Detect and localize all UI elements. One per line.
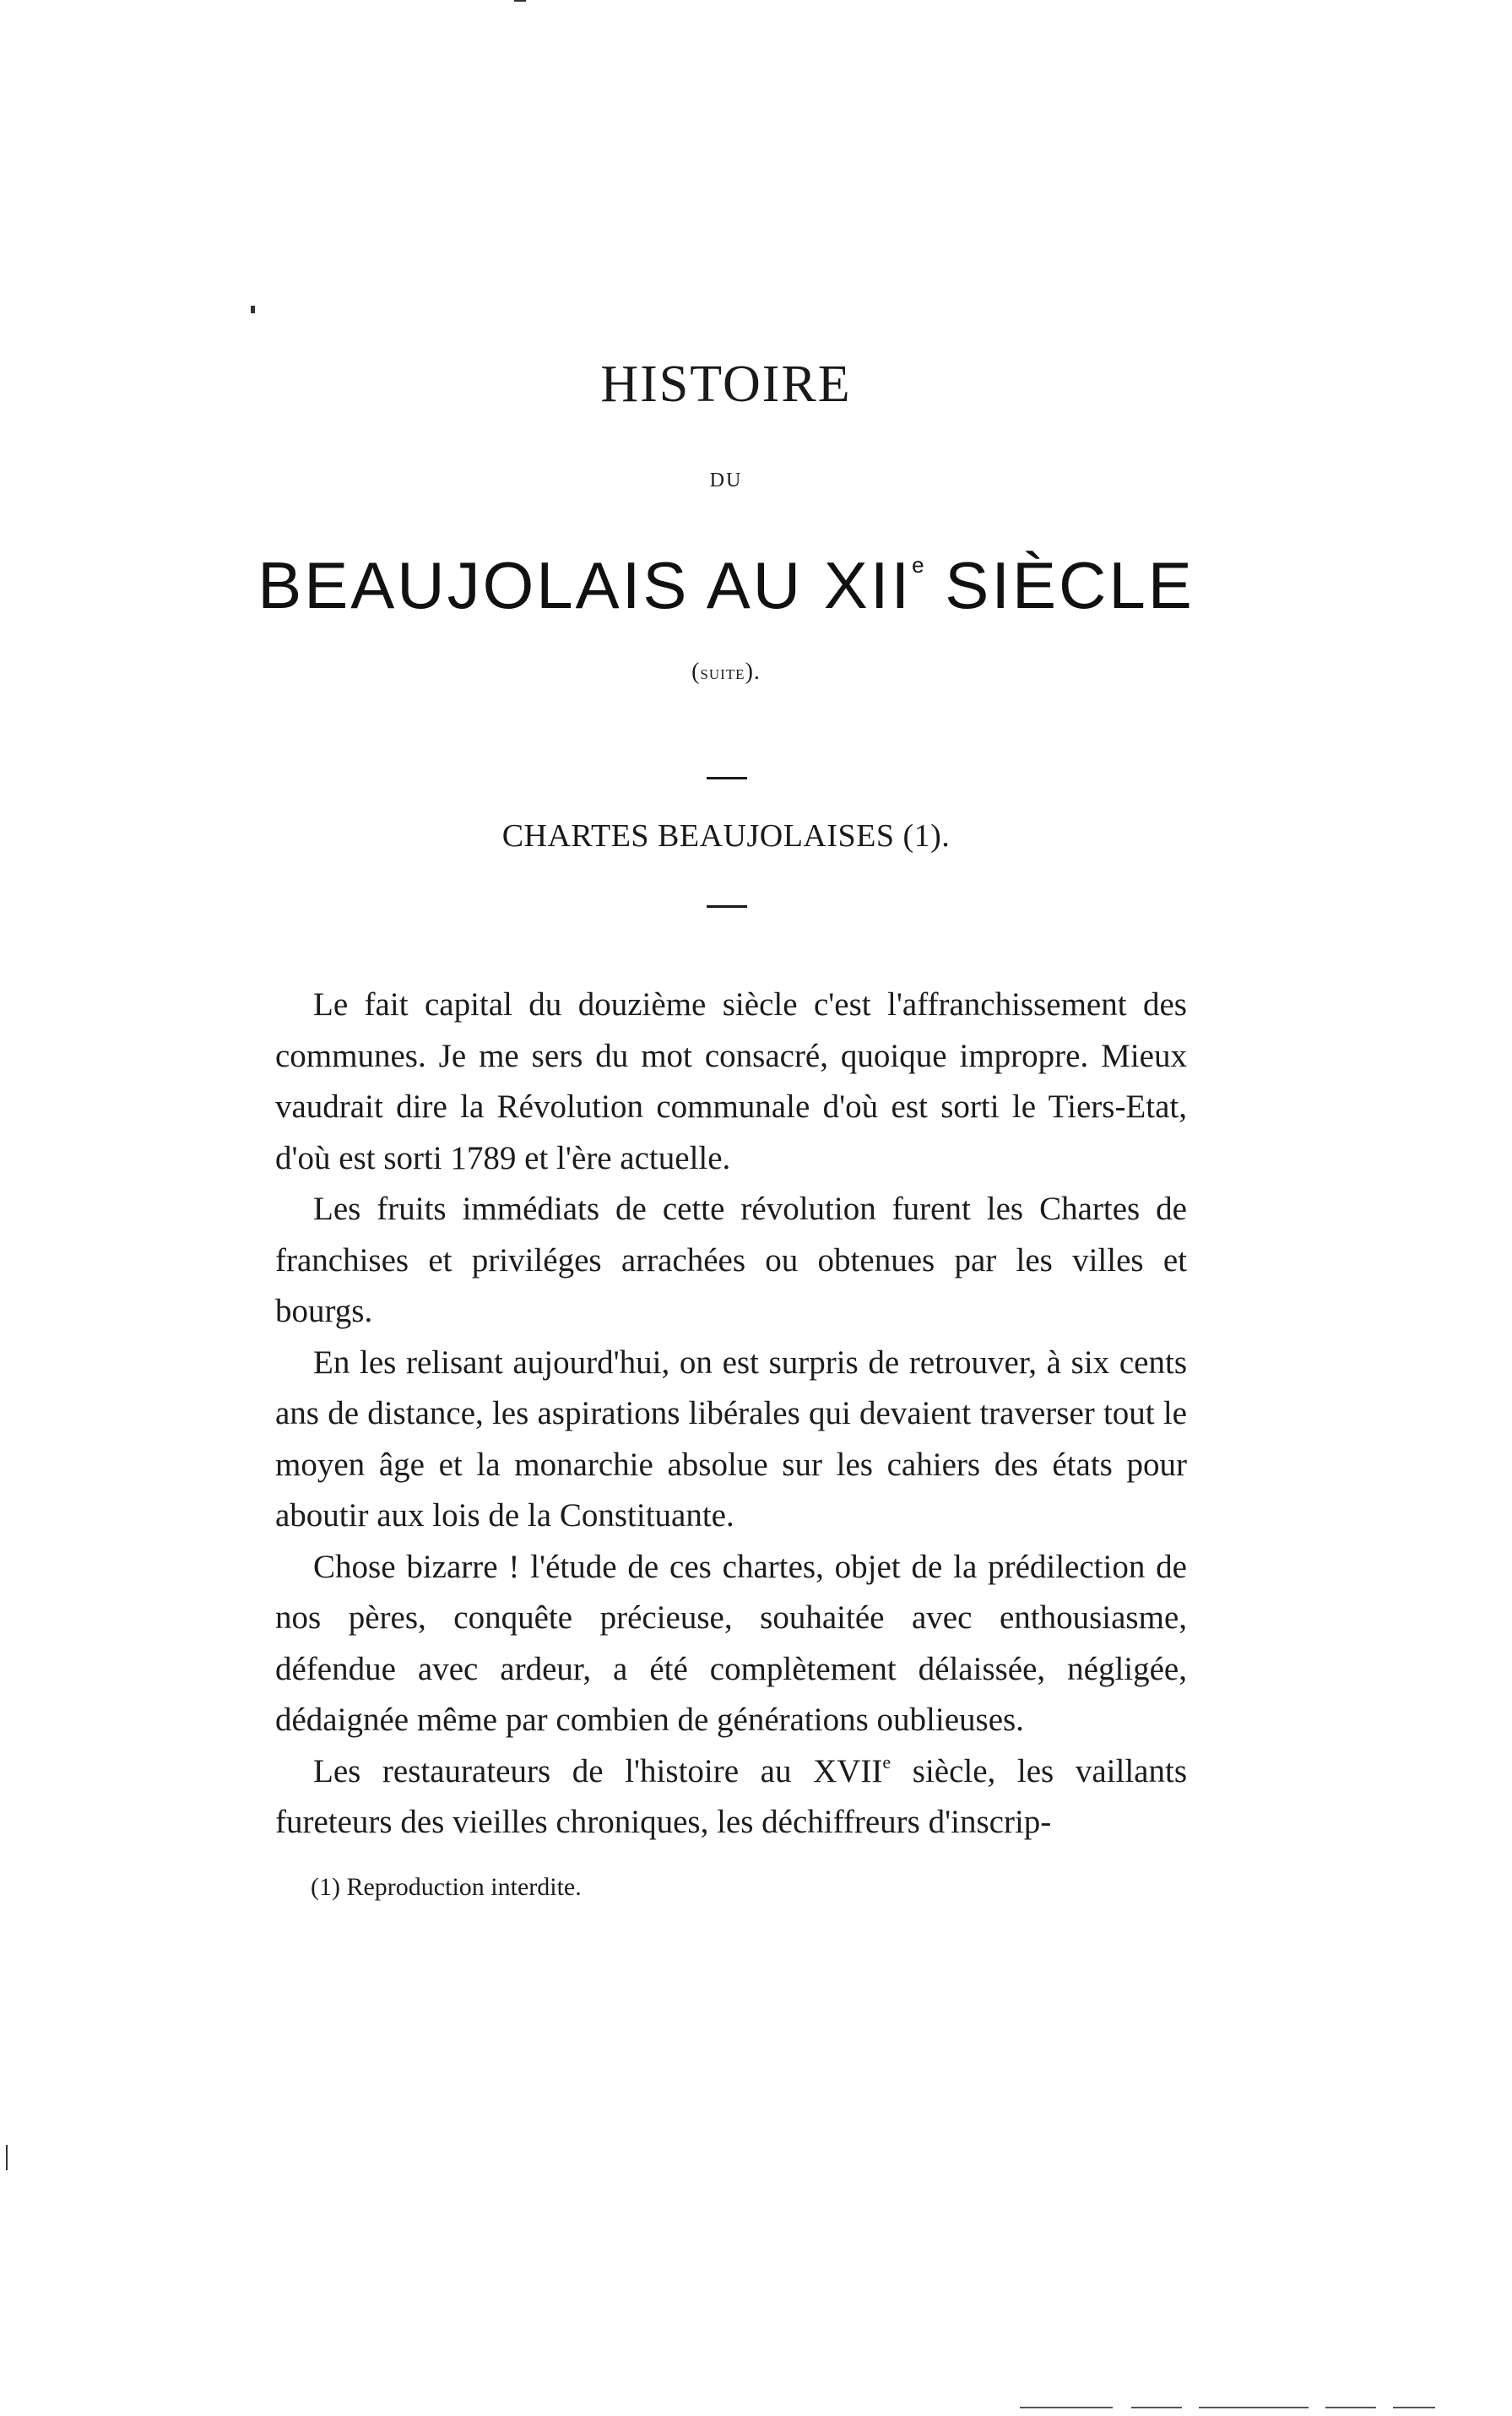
title-century-sup: e	[912, 552, 924, 578]
scan-speck	[514, 0, 526, 2]
section-divider-bottom	[707, 905, 747, 908]
scan-edge-line	[1131, 2407, 1182, 2408]
century-sup: e	[882, 1751, 891, 1773]
body-text	[275, 980, 1187, 1849]
suite-close: ).	[745, 659, 761, 685]
title-beaujolais-main: BEAUJOLAIS AU XII	[257, 548, 913, 622]
subtitle-suite	[0, 659, 1452, 686]
title-histoire: HISTOIRE	[600, 356, 852, 413]
scan-edge-line	[1325, 2407, 1376, 2408]
scan-margin-mark	[6, 2145, 8, 2170]
suite-word: suite	[700, 662, 745, 684]
suite-open: (	[691, 659, 701, 685]
section-divider-top	[707, 777, 747, 779]
footnote: (1) Reproduction interdite.	[311, 1873, 582, 1901]
scan-edge-line	[1199, 2407, 1309, 2408]
scan-edge-line	[1393, 2407, 1435, 2408]
section-title: CHARTES BEAUJOLAISES (1).	[501, 818, 951, 854]
paragraph: En les relisant aujourd'hui, on est surpris de retrouver, à six cents ans de distance, les aspirations libérales qui devaient traverser tout le moyen âge et la monarchie absolue sur les cahiers des états pour aboutir aux lois de la Constituante.	[275, 1344, 1187, 1534]
paragraph: Chose bizarre ! l'étude de ces chartes, objet de la prédilection de nos pères, conquête précieuse, souhaitée avec enthousiasme, défendue avec ardeur, a été complètement délaissée, négligée, dédaignée même par combien de générations oublieuses.	[275, 1548, 1187, 1738]
title-du: DU	[709, 470, 743, 491]
paragraph: Le fait capital du douzième siècle c'est l'affranchissement des communes. Je me sers du mot consacré, quoique impropre. Mieux vaudrait dire la Révolution communale d'où est sorti le Tiers-Etat, d'où est sorti 1789 et l'ère actuelle.	[275, 986, 1187, 1176]
title-beaujolais-end: SIÈCLE	[924, 548, 1195, 622]
paragraph-last-end: siècle, les vaillants fureteurs des vieilles chroniques, les déchiffreurs d'inscrip-	[275, 1752, 1187, 1840]
title-beaujolais	[0, 547, 1452, 624]
scan-edge-line	[1020, 2407, 1113, 2408]
paragraph: Les fruits immédiats de cette révolution furent les Chartes de franchises et priviléges arrachées ou obtenues par les villes et bourgs.	[275, 1191, 1187, 1329]
paragraph-last	[275, 1746, 1187, 1849]
scan-speck	[251, 306, 255, 313]
paragraph-last-start: Les restaurateurs de l'histoire au XVII	[313, 1752, 883, 1789]
